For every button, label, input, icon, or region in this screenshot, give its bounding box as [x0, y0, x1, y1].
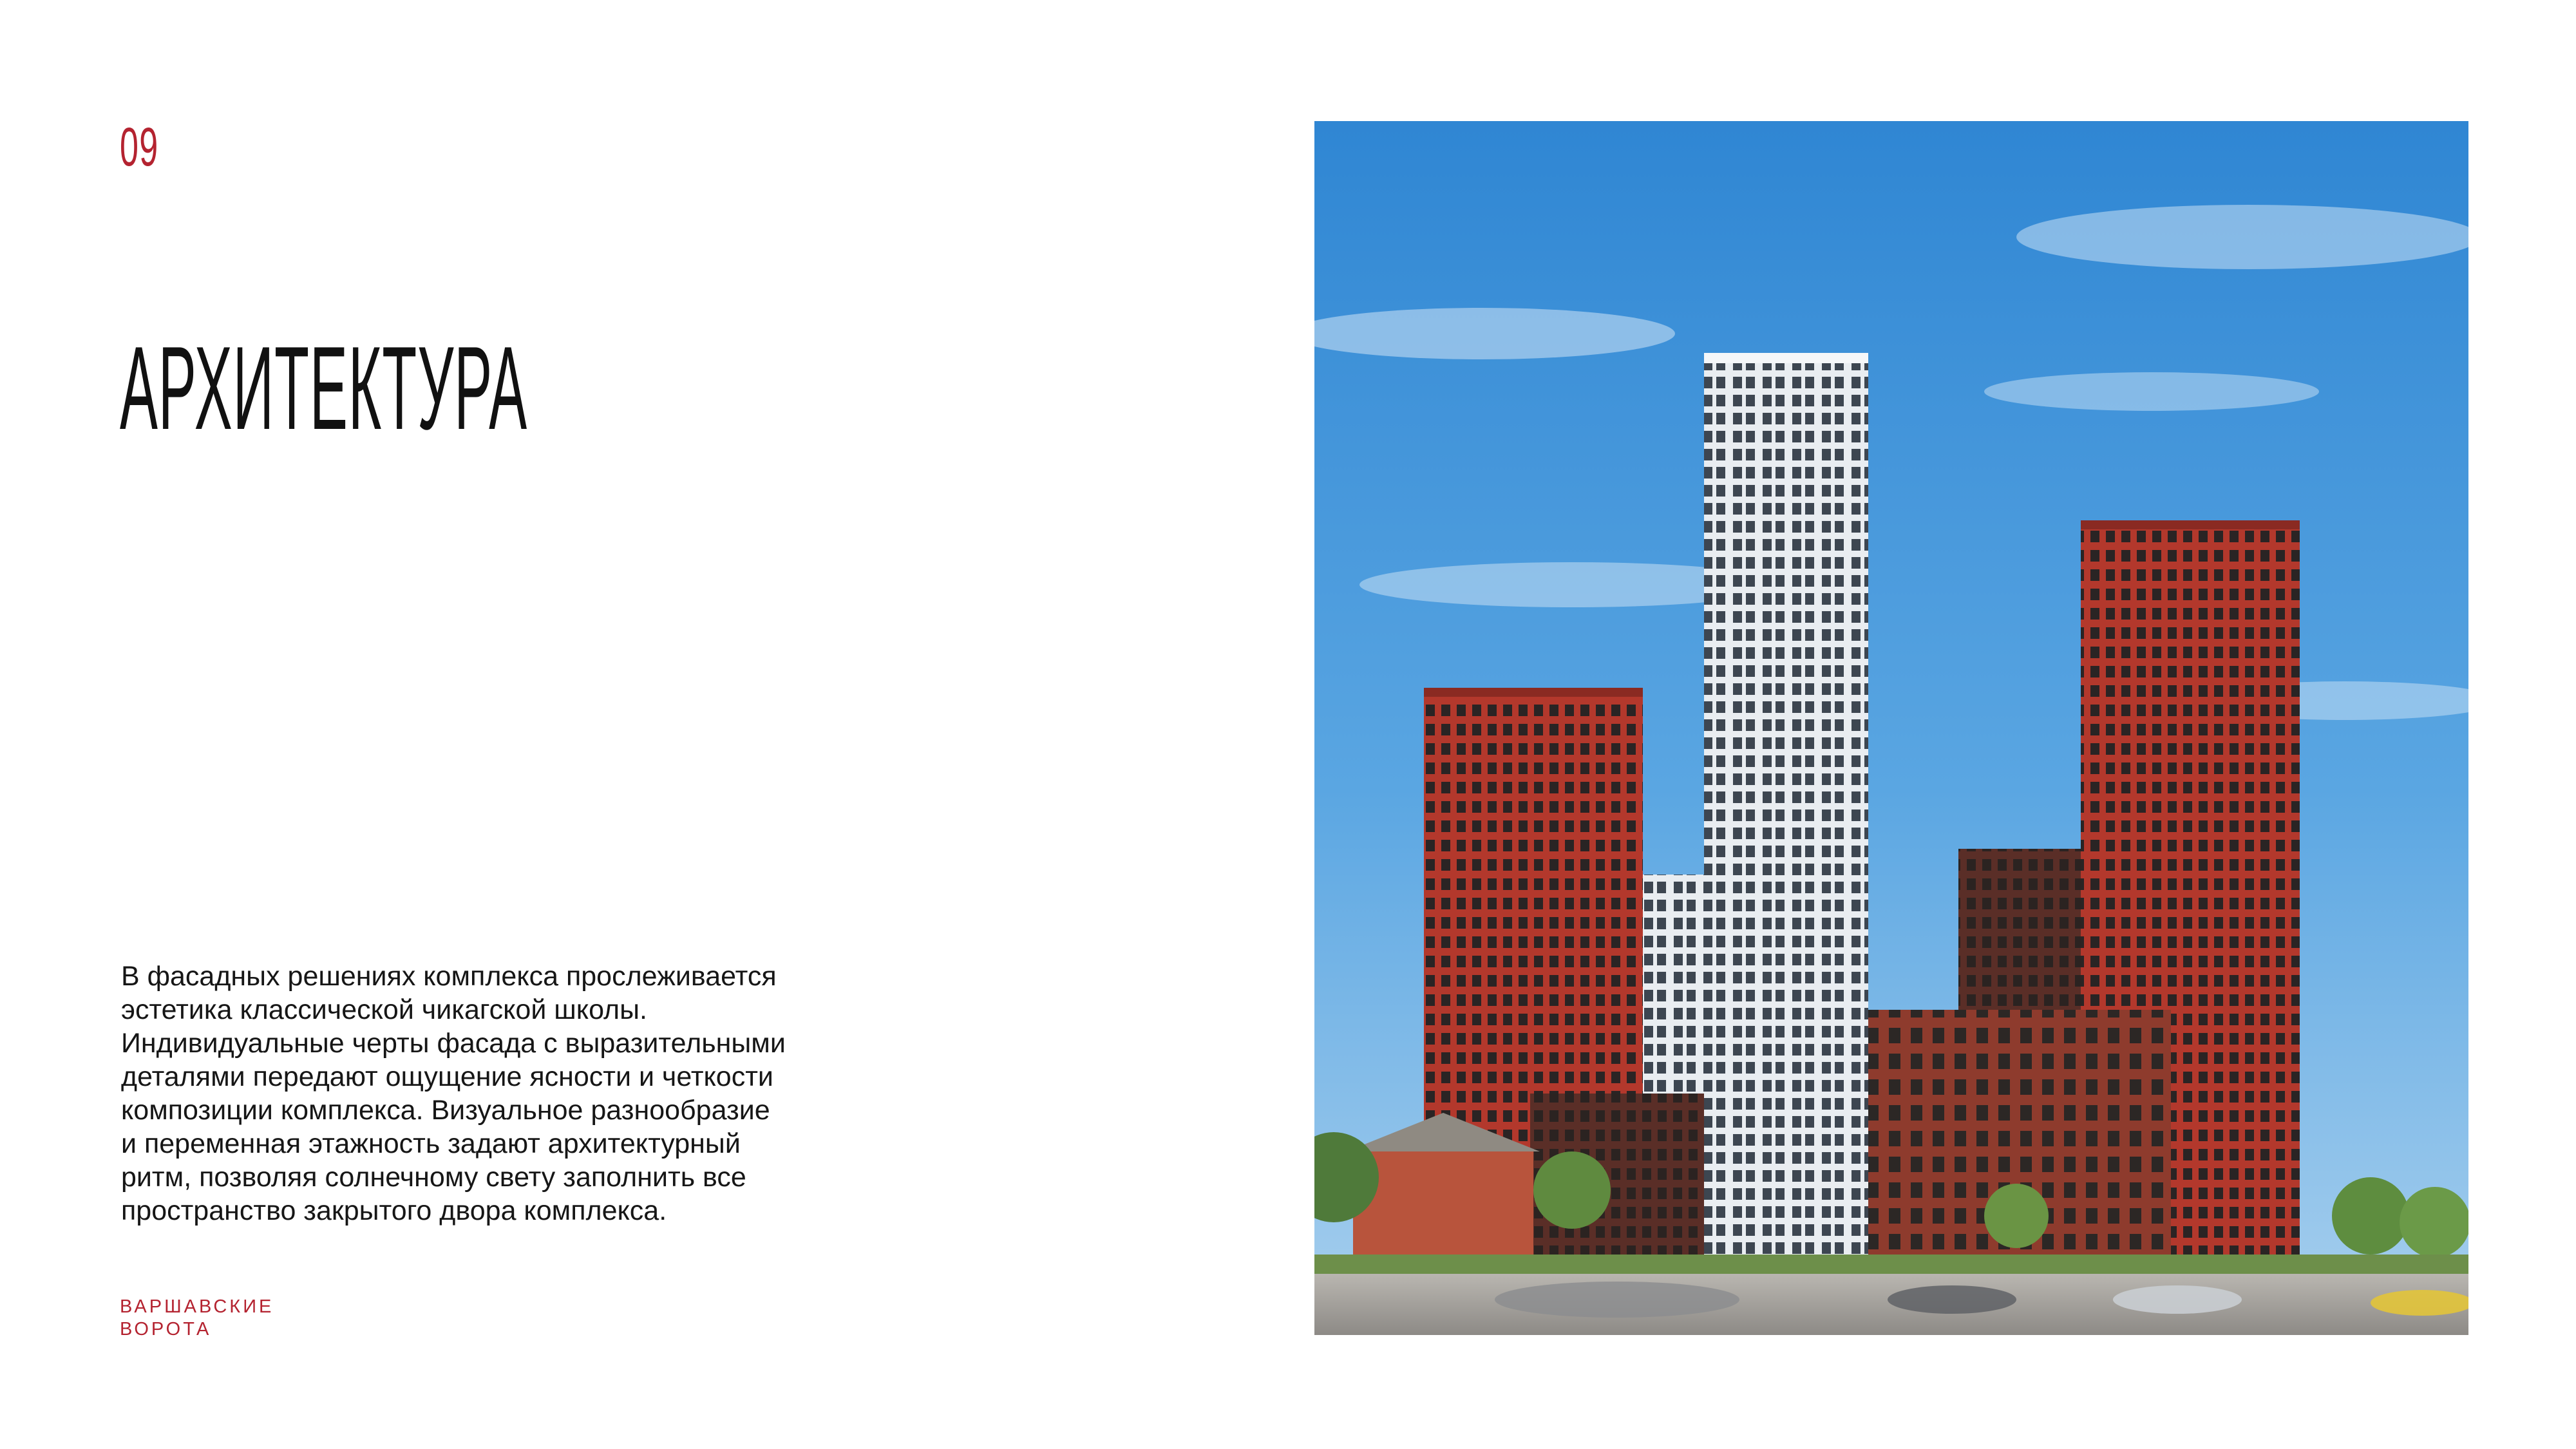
brand-logo-text: ВАРШАВСКИЕ ВОРОТА [120, 1296, 274, 1340]
description-paragraph: В фасадных решениях комплекса прослеживается эстетика классической чикагской школы. Индивидуальные черты фасада с выразительными деталями передают ощущение ясности и четкости композиции комплекса. Визуальное разнообразие и переменная этажность задают архитектурный ритм, позволяя солнечному свету заполнить все пространство закрытого двора комплекса. [121, 961, 786, 1226]
architecture-render-image [1314, 121, 2468, 1335]
page-number: 09 [120, 117, 159, 177]
page-title: АРХИТЕКТУРА [120, 321, 528, 454]
render-illustration [1314, 121, 2468, 1335]
